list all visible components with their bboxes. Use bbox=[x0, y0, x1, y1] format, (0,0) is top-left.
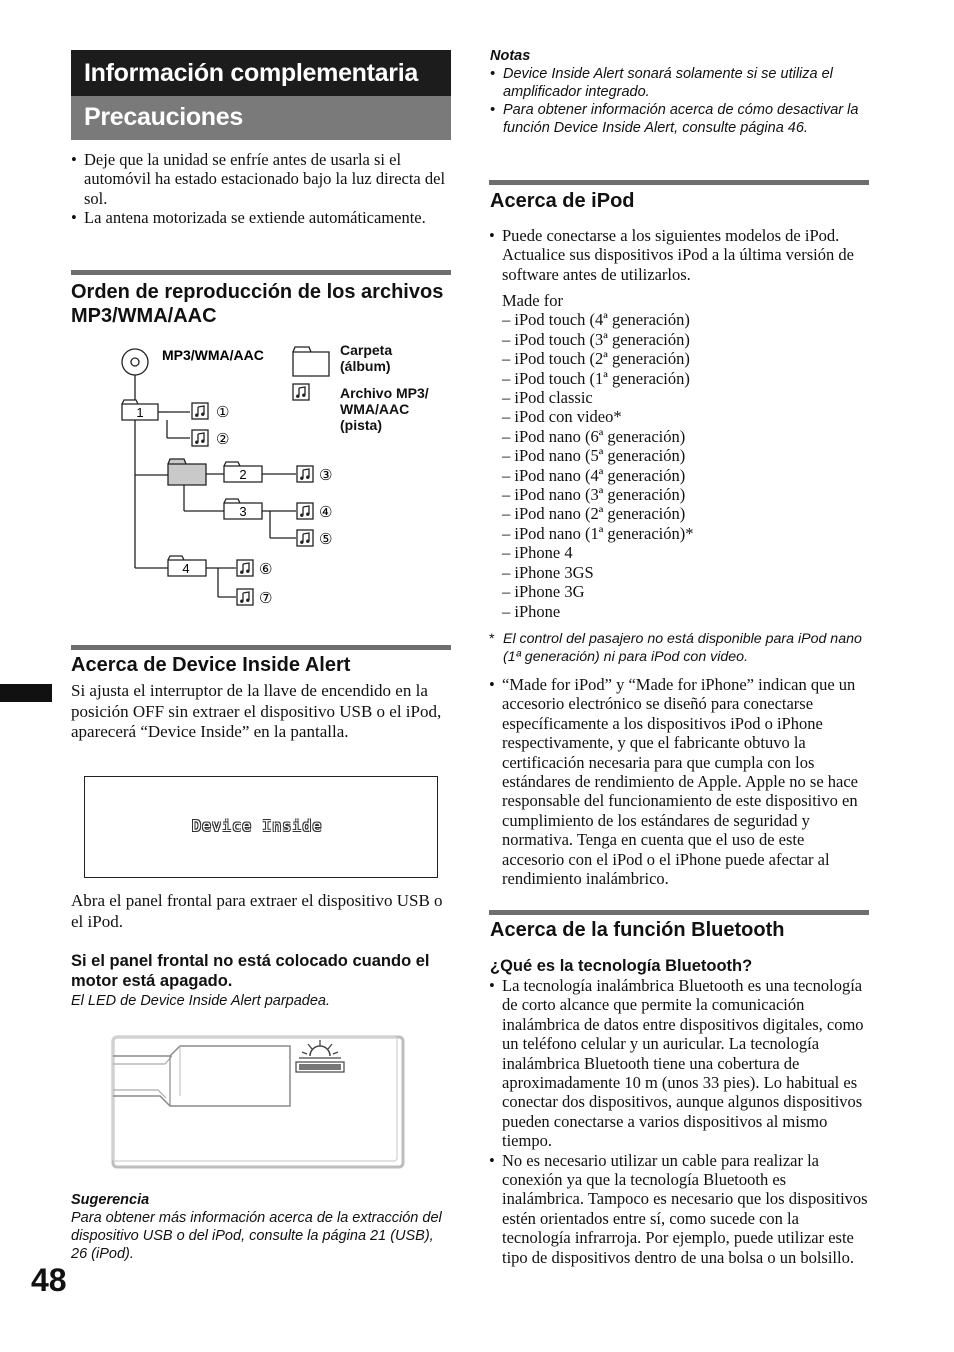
section-title: Información complementaria bbox=[71, 50, 451, 96]
legend-file-label: Archivo MP3/ WMA/AAC (pista) bbox=[340, 385, 429, 433]
model-item: – iPod touch (3ª generación) bbox=[502, 329, 690, 349]
ipod-intro bbox=[489, 226, 869, 284]
model-item: – iPhone 4 bbox=[502, 543, 573, 563]
dia-heading: Acerca de Device Inside Alert bbox=[71, 654, 351, 676]
model-item: – iPod nano (4ª generación) bbox=[502, 465, 686, 485]
heading-rule bbox=[489, 910, 869, 915]
track-icon bbox=[237, 589, 253, 605]
track-icon bbox=[192, 403, 208, 419]
list-item: • La tecnología inalámbrica Bluetooth es una tecnología de corto alcance que permite la comunicación inalámbrica de datos entre dispositivos digitales, como un teléfono celular y un auricular. La tecnología inalámbrica Bluetooth tiene una cobertura de aproximadamente 10 m (unos 33 pies). Lo habitual es conectar dos dispositivos, aunque algunos dispositivos pueden conectarse a varios dispositivos al mismo tiempo. bbox=[489, 976, 869, 1151]
track-number: ④ bbox=[319, 503, 333, 521]
root-label: MP3/WMA/AAC bbox=[162, 347, 264, 363]
model-item: – iPod nano (5ª generación) bbox=[502, 446, 686, 466]
track-number: ⑤ bbox=[319, 530, 333, 548]
model-item: – iPod touch (1ª generación) bbox=[502, 368, 690, 388]
track-icon bbox=[192, 430, 208, 446]
model-item: – iPhone 3G bbox=[502, 582, 585, 602]
ipod-heading: Acerca de iPod bbox=[490, 190, 635, 212]
track-number: ① bbox=[216, 403, 230, 421]
footnote bbox=[489, 630, 869, 666]
list-item: • Device Inside Alert sonará solamente si se utiliza el amplificador integrado. bbox=[490, 65, 870, 101]
model-item: – iPod touch (4ª generación) bbox=[502, 310, 690, 330]
panel-heading: Si el panel frontal no está colocado cuando el motor está apagado. bbox=[71, 952, 430, 990]
footnote-text: El control del pasajero no está disponible para iPod nano (1ª generación) ni para iPod con video. bbox=[503, 631, 862, 665]
model-item: – iPhone bbox=[502, 601, 561, 621]
notes-list bbox=[490, 65, 870, 137]
display-text: Device Inside bbox=[192, 817, 323, 835]
model-item: – iPod classic bbox=[502, 388, 593, 408]
madefor-list bbox=[489, 675, 869, 888]
list-item: • Puede conectarse a los siguientes modelos de iPod. Actualice sus dispositivos iPod a la última versión de software antes de utilizarlos. bbox=[489, 226, 869, 284]
model-item: – iPod nano (6ª generación) bbox=[502, 426, 686, 446]
bt-heading: Acerca de la función Bluetooth bbox=[490, 919, 785, 941]
notes-title: Notas bbox=[490, 48, 531, 64]
track-number: ⑥ bbox=[259, 560, 273, 578]
track-icon bbox=[297, 503, 313, 519]
dia-text: Si ajusta el interruptor de la llave de encendido en la posición OFF sin extraer el dispositivo USB o el iPod, aparecerá “Device Inside” en la pantalla. bbox=[71, 681, 442, 742]
folder-number: 3 bbox=[239, 504, 247, 519]
bt-list bbox=[489, 976, 869, 1267]
model-item: – iPod nano (1ª generación)* bbox=[502, 523, 694, 543]
list-item: • “Made for iPod” y “Made for iPhone” indican que un accesorio electrónico se diseñó para conectarse específicamente a los dispositivos iPod o iPhone respectivamente, y que el fabricante obtuvo la certificación necesaria para que cumpla con los estándares de rendimiento de Apple. Apple no se hace responsable del funcionamiento de este dispositivo en cumplimiento de los estándares de seguridad y normativa. Tenga en cuenta que el uso de este accesorio con el iPod o el iPhone puede afectar al rendimiento inalámbrico. bbox=[489, 675, 869, 888]
folder-number: 1 bbox=[136, 405, 144, 420]
footnote-mark: * bbox=[489, 631, 495, 647]
precautions-list bbox=[71, 150, 451, 228]
page-number: 48 bbox=[31, 1262, 67, 1298]
track-icon bbox=[297, 530, 313, 546]
model-item: – iPhone 3GS bbox=[502, 562, 594, 582]
file-order-diagram bbox=[110, 340, 450, 620]
track-icon bbox=[297, 466, 313, 482]
track-number: ③ bbox=[319, 466, 333, 484]
track-icon bbox=[237, 560, 253, 576]
model-item: – iPod nano (2ª generación) bbox=[502, 504, 686, 524]
bt-subheading: ¿Qué es la tecnología Bluetooth? bbox=[490, 957, 753, 975]
disc-icon bbox=[122, 349, 148, 375]
track-number: ⑦ bbox=[259, 589, 273, 607]
order-heading: Orden de reproducción de los archivos MP3/WMA/AAC bbox=[71, 281, 444, 327]
page-subtitle: Precauciones bbox=[71, 96, 451, 140]
heading-rule bbox=[71, 270, 451, 275]
folder-icon bbox=[168, 459, 206, 485]
heading-rule bbox=[71, 645, 451, 650]
folder-number: 2 bbox=[239, 467, 247, 482]
heading-rule bbox=[489, 180, 869, 185]
track-number: ② bbox=[216, 430, 230, 448]
list-item: • Para obtener información acerca de cómo desactivar la función Device Inside Alert, consulte página 46. bbox=[490, 101, 870, 137]
unit-illustration bbox=[110, 1034, 406, 1172]
legend-folder-label: Carpeta (álbum) bbox=[340, 342, 393, 374]
model-item: – iPod touch (2ª generación) bbox=[502, 349, 690, 369]
list-item: • No es necesario utilizar un cable para realizar la conexión ya que la tecnología Bluetooth es inalámbrica. Tampoco es necesario que los dispositivos estén orientados entre sí, como sucede con la tecnología infrarroja. Por ejemplo, puede utilizar este tipo de dispositivos dentro de una bolsa o un bolsillo. bbox=[489, 1151, 869, 1267]
page-tab-marker bbox=[0, 684, 52, 702]
model-item: – iPod con video* bbox=[502, 407, 622, 427]
hint-title: Sugerencia bbox=[71, 1192, 150, 1208]
list-item: • La antena motorizada se extiende automáticamente. bbox=[71, 208, 451, 227]
model-item: – iPod nano (3ª generación) bbox=[502, 485, 686, 505]
panel-note: El LED de Device Inside Alert parpadea. bbox=[71, 993, 330, 1009]
folder-number: 4 bbox=[182, 561, 190, 576]
ipod-models bbox=[502, 291, 862, 621]
made-for-label: Made for bbox=[502, 291, 563, 310]
dia-text-2: Abra el panel frontal para extraer el dispositivo USB o el iPod. bbox=[71, 891, 443, 931]
hint-text: Para obtener más información acerca de la extracción del dispositivo USB o del iPod, consulte la página 21 (USB), 26 (iPod). bbox=[71, 1210, 442, 1262]
list-item: • Deje que la unidad se enfríe antes de usarla si el automóvil ha estado estacionado bajo la luz directa del sol. bbox=[71, 150, 451, 208]
folder-icon bbox=[293, 347, 329, 376]
track-icon bbox=[293, 384, 309, 400]
display-illustration bbox=[84, 776, 438, 878]
